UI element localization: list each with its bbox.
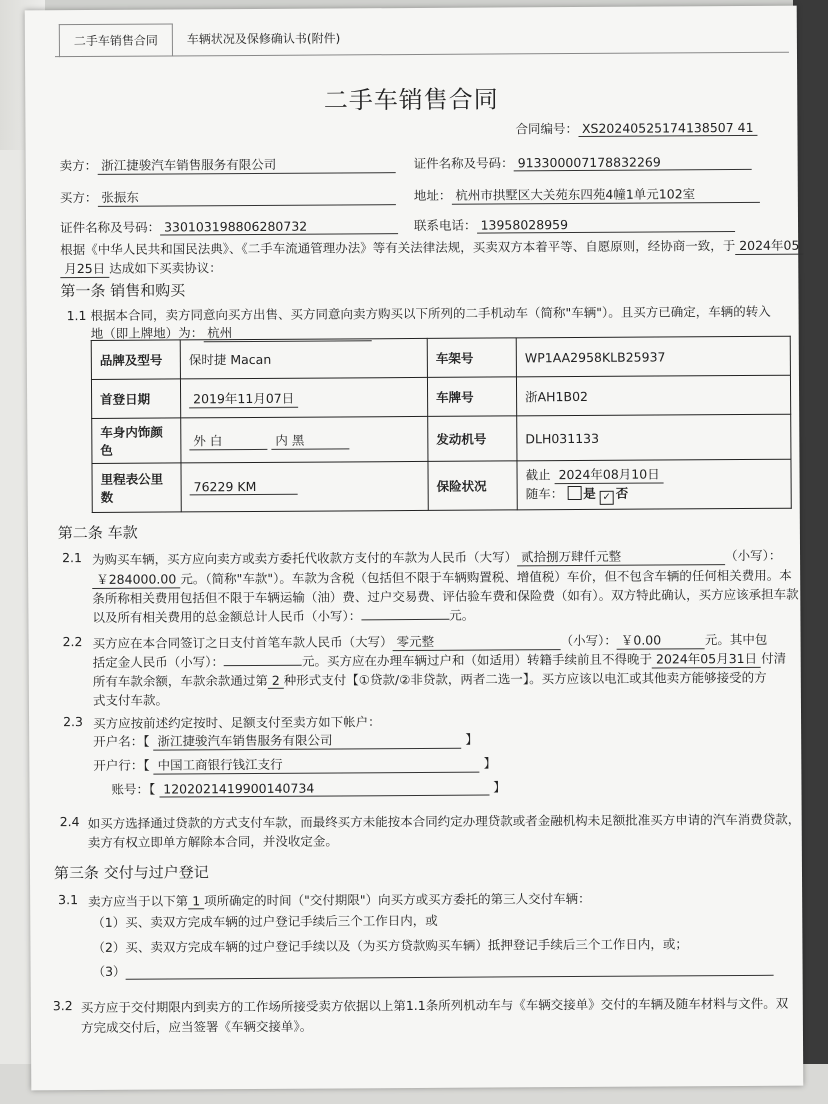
buyer-address-value: 杭州市拱墅区大关苑东四苑4幢1单元102室 [451,184,759,205]
delivery-option-number: 1 [188,893,204,909]
contract-page [25,6,804,1091]
contract-number-row [515,118,757,137]
table-row [91,336,790,379]
clause-3-1-text1a: 卖方应当于以下第 [88,893,189,909]
clause-2-2-text3: 所有车款余额，车款余款通过第 [92,672,268,689]
price-upper: 贰拾捌万肆仟元整 [517,546,725,566]
buyer-address-label: 地址： [413,187,452,203]
clause-3-2-num: 3.2 [52,998,73,1014]
table-row [91,375,790,418]
brand-value: 保时捷 Macan [180,338,427,379]
clause-2-1-text4b: 元。 [449,607,475,623]
destination-value: 杭州 [203,322,371,342]
buyer-name: 张振东 [97,186,395,207]
seller-id-label: 证件名称及号码： [413,155,514,171]
preamble-text-2: 达成如下买卖协议： [109,260,222,276]
insurance-cell [517,459,791,510]
checked-box-icon[interactable]: ✓ [600,491,614,505]
no-label: 否 [615,485,629,501]
buyer-id-row [60,216,398,236]
reg-date-label: 首登日期 [91,379,180,419]
clause-3-2-line2: 方完成交付后，应当签署《车辆交接单》。 [80,1018,313,1036]
clause-2-2-line3 [93,668,767,690]
preamble-line2 [60,258,222,278]
article1-title: 第一条 销售和购买 [60,281,186,301]
clause-2-1-line4 [92,606,474,626]
brand-label: 品牌及型号 [91,340,180,380]
plate-value: 浙AH1B02 [516,375,790,416]
first-payment-small-label: （小写）： [560,632,617,649]
bank-label: 开户行： [93,757,144,773]
color-interior: 内 黑 [271,430,349,449]
article3-title: 第三条 交付与过户登记 [53,863,209,883]
clause-2-2-line4: 式支付车款。 [92,692,168,708]
engine-label: 发动机号 [428,416,517,462]
account-name-row: 开户名：【 浙江捷骏汽车销售服务有限公司 】 [93,731,478,749]
buyer-row [60,186,396,207]
buyer-tel-label: 联系电话： [413,217,477,233]
color-cell [181,416,428,463]
buyer-label: 买方： [59,189,98,206]
preamble-date-part2: 月25日 [60,259,109,278]
insurance-until-label: 截止 [525,467,551,483]
clause-2-4-line1: 如买方选择通过贷款的方式支付车款，而最终买方未能按本合同约定办理贷款或者金融机构未足额批准买方申请的汽车消费贷款， [87,811,801,831]
color-exterior: 外 白 [189,430,267,449]
account-number-value: 1202021419900140734 [159,780,489,798]
buyer-id-label: 证件名称及号码： [59,219,161,236]
clause-2-2-text1: 买方应在本合同签订之日支付首笔车款人民币（大写） [92,634,393,651]
checkbox-icon[interactable] [567,486,581,500]
contract-number-value: XS20240525174138507 41 [578,120,758,137]
insurance-date: 2024年08月10日 [554,464,663,484]
clause-2-4-line2: 卖方有权立即单方解除本合同，并没收定金。 [87,833,338,850]
mileage-label: 里程表公里数 [92,463,181,513]
clause-2-2-text2: 括定金人民币（小写）： [92,654,225,670]
seller-id-row [414,152,752,172]
reg-date-value: 2019年11月07日 [189,388,298,408]
buyer-id-value: 330103198806280732 [160,218,398,235]
delivery-option-2: （2）买、卖双方完成车辆的过户登记手续以及（为买方贷款购买车辆）抵押登记手续后三个工作日内，或； [92,936,688,955]
seller-row [60,154,396,175]
page-title: 二手车销售合同 [323,85,499,115]
clause-3-2-line1: 买方应于交付期限内到卖方的工作场所接受卖方依据以上第1.1条所列机动车与《车辆交接单》交付的车辆及随车材料与文件。双 [80,995,789,1016]
clause-2-3-line1: 买方应按前述约定按时、足额支付至卖方如下帐户： [93,714,381,731]
tab-vehicle-condition[interactable]: 车辆状况及保修确认书(附件) [186,31,341,47]
clause-2-1-text2: 元。（简称"车款"）。车款为含税（包括但不限于车辆购置税、增值税）车价，但不包含车辆的任何相关费用。本 [180,567,792,587]
mileage-value: 76229 KM [190,479,298,496]
follow-label: 随车： [525,486,564,502]
clause-3-1-text1b: 项所确定的时间（"交付期限"）向买方或买方委托的第三人交付车辆： [204,890,591,909]
plate-label: 车牌号 [427,377,516,417]
vin-value: WP1AA2958KLB25937 [516,336,790,377]
clause-2-3-num: 2.3 [63,714,83,730]
buyer-tel-row [414,214,735,234]
mileage-cell [181,461,428,512]
balance-deadline: 2024年05月31日 [652,649,761,669]
clause-2-4-num: 2.4 [59,814,80,830]
clause-2-1-num: 2.1 [62,550,82,566]
seller-id-value: 913300007178832269 [514,154,752,171]
table-row [92,459,791,512]
preamble-text: 根据《中华人民共和国民法典》、《二手车流通管理办法》等有关法律法规，买卖双方本着平等、自愿原则，经协商一致，于 [60,238,736,258]
buyer-address-row [414,184,760,205]
clause-2-2-num: 2.2 [62,634,83,650]
payment-method-number: 2 [268,673,284,689]
preamble-line1 [60,236,803,260]
account-name-value: 浙江捷骏汽车销售服务有限公司 [153,730,461,751]
clause-2-1-text4: 以及所有相关费用的总金额总计人民币（小写）： [92,608,362,625]
insurance-label: 保险状况 [428,461,517,511]
account-number-label: 账号： [111,781,150,797]
article2-title: 第二条 车款 [57,523,138,543]
vin-label: 车架号 [427,338,516,378]
article1-line1: 1.1 根据本合同，卖方同意向买方出售、买方同意向卖方购买以下所列的二手机动车（简称"车辆"）。且买方已确定，车辆的转入 [66,303,771,324]
bank-row: 开户行：【 中国工商银行钱江支行 】 [93,755,497,773]
clause-3-1-line1 [88,889,591,910]
account-name-label: 开户名： [93,733,144,749]
bank-value: 中国工商银行钱江支行 [154,754,480,775]
contract-number-label: 合同编号： [515,120,579,137]
first-payment-amount: ￥0.00 [617,630,705,650]
clause-2-2-text2b: 元。买方应在办理车辆过户和（如适用）转籍手续前且不得晚于 [301,651,653,669]
engine-value: DLH031133 [517,414,791,461]
price-amount: ￥284000.00 [92,569,180,589]
table-row [92,414,791,463]
destination-label: 地（即上牌地）为： [90,325,204,341]
preamble-date-part1: 2024年05 [735,236,803,255]
tab-sales-contract[interactable]: 二手车销售合同 [59,23,173,57]
price-small-label: （小写）： [725,547,782,564]
yes-label: 是 [583,485,596,501]
color-label: 车身内饰颜色 [92,418,181,464]
delivery-option-1: （1）买、卖双方完成车辆的过户登记手续后三个工作日内，或 [92,912,438,930]
seller-name: 浙江捷骏汽车销售服务有限公司 [97,154,395,175]
clause-2-2-text1b: 元。其中包 [704,631,768,648]
seller-label: 卖方： [59,157,98,174]
reg-date-cell [180,377,427,418]
buyer-tel-value: 13958028959 [476,216,734,234]
delivery-option-3 [93,958,774,980]
delivery-option-3-label: （3） [92,963,126,979]
vehicle-table [91,336,792,513]
clause-2-2-text2c: 付清 [761,650,787,666]
first-payment-upper: 零元整 [393,631,561,651]
account-number-row: 账号：【 1202021419900140734 】 [111,779,506,797]
clause-3-1-num: 3.1 [58,892,79,908]
clause-2-2-text3b: 种形式支付【①贷款/②非贷款，两者二选一】。买方应该以电汇或其他卖方能够接受的方 [283,669,767,688]
clause-2-1-line3: 条所称相关费用包括但不限于车辆运输（油）费、过户交易费、评估验车费和保险费（如有）。双方特此确认，买方应该承担车款 [92,586,799,606]
clause-2-1-text1: 为购买车辆，买方应向卖方或卖方委托代收款方支付的车款为人民币（大写） [92,549,518,567]
